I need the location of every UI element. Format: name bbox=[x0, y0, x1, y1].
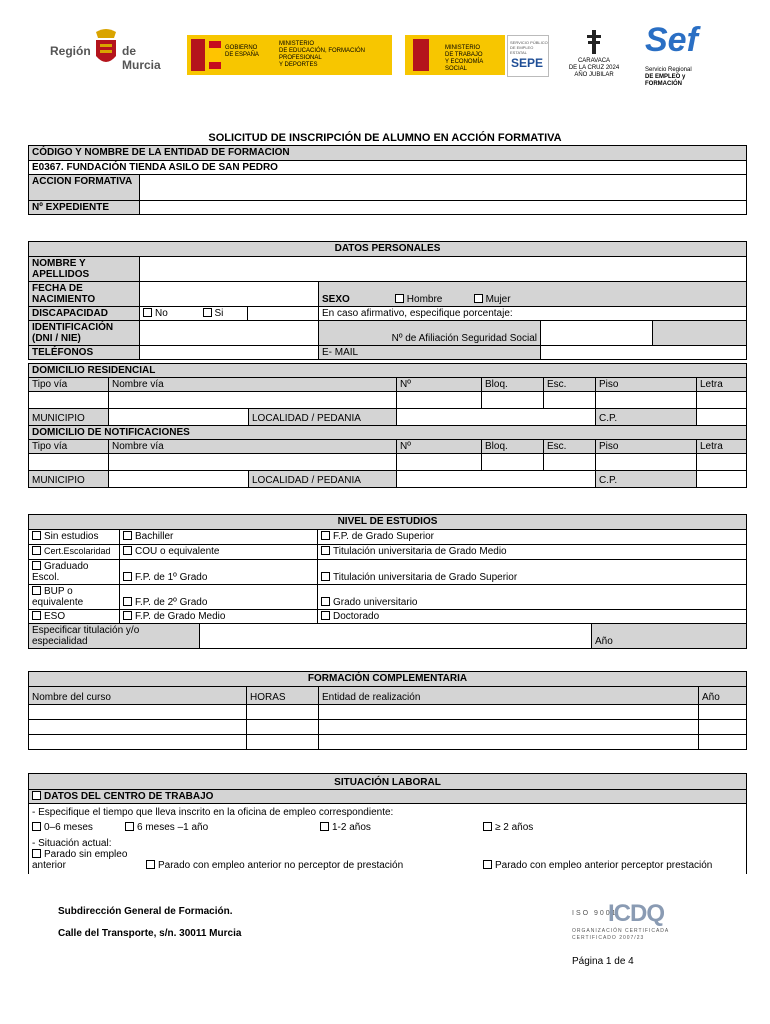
gob1-line-2: DE ESPAÑA bbox=[225, 52, 259, 58]
icdq-text: ICDQ bbox=[608, 900, 664, 927]
discapacidad-no-option[interactable] bbox=[140, 307, 200, 321]
caravaca-line-3: AÑO JUBILAR bbox=[574, 72, 614, 78]
not-bloq-field[interactable] bbox=[482, 454, 544, 471]
tiempo-1-2-label: 1-2 años bbox=[332, 822, 371, 833]
graduado-option[interactable] bbox=[29, 560, 120, 585]
horas-field[interactable] bbox=[247, 735, 319, 750]
not-localidad-label: LOCALIDAD / PEDANIA bbox=[249, 471, 397, 488]
expediente-input[interactable] bbox=[143, 202, 743, 213]
cou-checkbox[interactable] bbox=[123, 546, 132, 555]
email-input[interactable] bbox=[544, 347, 743, 358]
parado-perceptor-option[interactable] bbox=[483, 860, 712, 871]
fp1-checkbox[interactable] bbox=[123, 572, 132, 581]
mujer-label: Mujer bbox=[485, 294, 511, 305]
complementaria-anio-label: Año bbox=[699, 687, 747, 705]
not-municipio-label: MUNICIPIO bbox=[29, 471, 109, 488]
cert-escolaridad-label: Cert.Escolaridad bbox=[44, 546, 111, 556]
res-bloq-label: Bloq. bbox=[482, 378, 544, 392]
accion-formativa-field[interactable] bbox=[140, 175, 747, 201]
not-bloq-input[interactable] bbox=[485, 455, 540, 466]
not-numero-input[interactable] bbox=[400, 455, 478, 466]
dni-field[interactable] bbox=[140, 321, 319, 346]
region-logo-left-text: Región bbox=[50, 44, 91, 58]
tit-medio-option[interactable] bbox=[318, 545, 747, 560]
anio-field[interactable] bbox=[699, 735, 747, 750]
fp2-label: F.P. de 2º Grado bbox=[135, 597, 208, 608]
especificar-field[interactable] bbox=[200, 624, 592, 649]
sepe-text: SEPE bbox=[511, 56, 544, 70]
gobierno-educacion-logo bbox=[187, 35, 392, 75]
centro-trabajo-option[interactable] bbox=[29, 790, 747, 804]
gob1-ministry-line-1: MINISTERIO bbox=[279, 41, 315, 47]
centro-trabajo-label: DATOS DEL CENTRO DE TRABAJO bbox=[44, 791, 214, 802]
sexo-cell bbox=[319, 282, 747, 307]
parado-perceptor-label: Parado con empleo anterior perceptor prestación bbox=[495, 860, 713, 871]
res-numero-label: Nº bbox=[397, 378, 482, 392]
not-letra-input[interactable] bbox=[700, 455, 743, 466]
footer-subdireccion: Subdirección General de Formación. bbox=[58, 906, 233, 917]
curso-field[interactable] bbox=[29, 720, 247, 735]
not-cp-input[interactable] bbox=[700, 472, 743, 483]
curso-field[interactable] bbox=[29, 705, 247, 720]
res-letra-label: Letra bbox=[697, 378, 747, 392]
discapacidad-no-checkbox[interactable] bbox=[143, 308, 152, 317]
res-municipio-label: MUNICIPIO bbox=[29, 409, 109, 426]
caravaca-line-2: DE LA CRUZ 2024 bbox=[568, 65, 620, 71]
not-tipo-via-input[interactable] bbox=[32, 455, 105, 466]
graduado-label: Graduado Escol. bbox=[32, 561, 89, 583]
entidad-realizacion-label: Entidad de realización bbox=[319, 687, 699, 705]
entidad-field[interactable] bbox=[319, 720, 699, 735]
horas-field[interactable] bbox=[247, 720, 319, 735]
bachiller-checkbox[interactable] bbox=[123, 531, 132, 540]
not-numero-field[interactable] bbox=[397, 454, 482, 471]
not-nombre-via-field[interactable] bbox=[109, 454, 397, 471]
nombre-field[interactable] bbox=[140, 257, 747, 282]
tit-superior-checkbox[interactable] bbox=[321, 572, 330, 581]
afiliacion-spacer bbox=[653, 321, 747, 346]
eso-label: ESO bbox=[44, 611, 66, 622]
horas-label: HORAS bbox=[247, 687, 319, 705]
not-numero-label: Nº bbox=[397, 440, 482, 454]
res-piso-field[interactable] bbox=[596, 392, 697, 409]
res-cp-label: C.P. bbox=[596, 409, 697, 426]
res-letra-field[interactable] bbox=[697, 392, 747, 409]
sepe-small-line-1: SERVICIO PÚBLICO bbox=[510, 40, 548, 45]
not-cp-label: C.P. bbox=[596, 471, 697, 488]
hombre-option[interactable] bbox=[395, 294, 471, 305]
horas-input-3[interactable] bbox=[250, 736, 315, 747]
res-nombre-via-label: Nombre vía bbox=[109, 378, 397, 392]
accion-formativa-input[interactable] bbox=[143, 176, 743, 187]
tiempo-1-2-checkbox[interactable] bbox=[320, 822, 329, 831]
not-tipo-via-label: Tipo vía bbox=[29, 440, 109, 454]
dni-label: IDENTIFICACIÓN (DNI / NIE) bbox=[29, 321, 140, 346]
region-murcia-logo bbox=[50, 38, 175, 78]
not-letra-field[interactable] bbox=[697, 454, 747, 471]
res-numero-field[interactable] bbox=[397, 392, 482, 409]
page-number: Página 1 de 4 bbox=[572, 956, 634, 967]
parado-sin-checkbox[interactable] bbox=[32, 849, 41, 858]
tit-superior-label: Titulación universitaria de Grado Superior bbox=[333, 572, 518, 583]
porcentaje-label: En caso afirmativo, especifique porcentaje: bbox=[319, 307, 747, 321]
entidad-field[interactable] bbox=[319, 735, 699, 750]
not-localidad-field[interactable] bbox=[397, 471, 596, 488]
res-localidad-label: LOCALIDAD / PEDANIA bbox=[249, 409, 397, 426]
tiempo-2-plus-option[interactable] bbox=[483, 822, 533, 833]
parado-perceptor-checkbox[interactable] bbox=[483, 860, 492, 869]
cou-label: COU o equivalente bbox=[135, 546, 220, 557]
icdq-logo bbox=[570, 900, 670, 946]
not-bloq-label: Bloq. bbox=[482, 440, 544, 454]
discapacidad-spacer bbox=[248, 307, 319, 321]
spain-crest-icon-2 bbox=[413, 39, 429, 71]
estudios-anio-label: Año bbox=[592, 624, 747, 649]
res-municipio-input[interactable] bbox=[112, 410, 245, 421]
curso-input-2[interactable] bbox=[32, 721, 243, 732]
grado-univ-option[interactable] bbox=[318, 585, 747, 610]
anio-input-1[interactable] bbox=[702, 706, 743, 717]
hombre-label: Hombre bbox=[406, 294, 443, 305]
sef-sub-line-1: Servicio Regional bbox=[645, 67, 692, 73]
complementaria-row-1 bbox=[29, 705, 747, 720]
cert-escolaridad-option[interactable] bbox=[29, 545, 120, 560]
cou-option[interactable] bbox=[120, 545, 318, 560]
nombre-input[interactable] bbox=[143, 258, 743, 269]
res-letra-input[interactable] bbox=[700, 393, 743, 404]
page-title: SOLICITUD DE INSCRIPCIÓN DE ALUMNO EN ACCIÓN FORMATIVA bbox=[208, 132, 562, 144]
res-nombre-via-field[interactable] bbox=[109, 392, 397, 409]
res-bloq-input[interactable] bbox=[485, 393, 540, 404]
caravaca-cross-icon bbox=[585, 30, 603, 54]
tiempo-0-6-checkbox[interactable] bbox=[32, 822, 41, 831]
bachiller-option[interactable] bbox=[120, 530, 318, 545]
bachiller-label: Bachiller bbox=[135, 531, 174, 542]
nivel-estudios-header: NIVEL DE ESTUDIOS bbox=[29, 515, 747, 530]
gob1-line-1: GOBIERNO bbox=[225, 45, 258, 51]
sepe-logo bbox=[507, 35, 549, 77]
afiliacion-label: Nº de Afiliación Seguridad Social bbox=[319, 321, 541, 346]
not-esc-label: Esc. bbox=[544, 440, 596, 454]
doctorado-label: Doctorado bbox=[333, 611, 380, 622]
res-piso-input[interactable] bbox=[599, 393, 693, 404]
spain-crest-icon bbox=[191, 39, 205, 71]
situacion-actual-cell bbox=[29, 835, 747, 874]
grado-univ-label: Grado universitario bbox=[333, 597, 418, 608]
sef-text: Sef bbox=[645, 21, 698, 59]
tit-medio-label: Titulación universitaria de Grado Medio bbox=[333, 546, 507, 557]
discapacidad-si-checkbox[interactable] bbox=[203, 308, 212, 317]
entidad-input-1[interactable] bbox=[322, 706, 695, 717]
horas-input-2[interactable] bbox=[250, 721, 315, 732]
sin-estudios-label: Sin estudios bbox=[44, 531, 99, 542]
fp1-label: F.P. de 1º Grado bbox=[135, 572, 208, 583]
cert-escolaridad-checkbox[interactable] bbox=[32, 546, 41, 555]
expediente-label: Nº EXPEDIENTE bbox=[29, 201, 140, 215]
caravaca-logo bbox=[568, 30, 620, 84]
tiempo-1-2-option[interactable] bbox=[320, 822, 371, 833]
footer-calle: Calle del Transporte, s/n. 30011 Murcia bbox=[58, 928, 242, 939]
tiempo-6-12-option[interactable] bbox=[125, 822, 208, 833]
especificar-label: Especificar titulación y/o especialidad bbox=[29, 624, 200, 649]
parado-no-perceptor-label: Parado con empleo anterior no perceptor de prestación bbox=[158, 860, 404, 871]
afiliacion-field[interactable] bbox=[541, 321, 653, 346]
eso-checkbox[interactable] bbox=[32, 611, 41, 620]
entidad-header: CÓDIGO Y NOMBRE DE LA ENTIDAD DE FORMACION bbox=[29, 146, 747, 161]
anio-input-2[interactable] bbox=[702, 721, 743, 732]
complementaria-row-3 bbox=[29, 735, 747, 750]
centro-trabajo-checkbox[interactable] bbox=[32, 791, 41, 800]
res-cp-field[interactable] bbox=[697, 409, 747, 426]
grado-univ-checkbox[interactable] bbox=[321, 597, 330, 606]
datos-personales-header: DATOS PERSONALES bbox=[29, 242, 747, 257]
fecha-nacimiento-input[interactable] bbox=[143, 283, 315, 294]
gob1-ministry-line-3: Y DEPORTES bbox=[279, 62, 318, 68]
not-letra-label: Letra bbox=[697, 440, 747, 454]
not-piso-input[interactable] bbox=[599, 455, 693, 466]
entidad-table bbox=[28, 145, 747, 215]
not-cp-field[interactable] bbox=[697, 471, 747, 488]
sin-estudios-option[interactable] bbox=[29, 530, 120, 545]
iso-sub-line-2: CERTIFICADO 2007/23 bbox=[572, 935, 645, 941]
domicilio-notificaciones-header: DOMICILIO DE NOTIFICACIONES bbox=[29, 426, 747, 440]
res-cp-input[interactable] bbox=[700, 410, 743, 421]
header-logos bbox=[0, 20, 770, 90]
res-esc-input[interactable] bbox=[547, 393, 592, 404]
formacion-complementaria-table bbox=[28, 671, 747, 750]
telefonos-input[interactable] bbox=[143, 347, 315, 358]
fp-medio-checkbox[interactable] bbox=[123, 611, 132, 620]
parado-no-perceptor-option[interactable] bbox=[146, 860, 403, 871]
spain-flag-icon bbox=[209, 41, 221, 69]
not-nombre-via-label: Nombre vía bbox=[109, 440, 397, 454]
especificar-input[interactable] bbox=[203, 625, 588, 636]
not-esc-input[interactable] bbox=[547, 455, 592, 466]
nombre-label: NOMBRE Y APELLIDOS bbox=[29, 257, 140, 282]
not-tipo-via-field[interactable] bbox=[29, 454, 109, 471]
murcia-crest-icon bbox=[90, 28, 122, 70]
res-esc-label: Esc. bbox=[544, 378, 596, 392]
iso-text: ISO 9001 bbox=[572, 910, 618, 917]
mujer-option[interactable] bbox=[474, 294, 511, 305]
eso-option[interactable] bbox=[29, 610, 120, 624]
tiempo-6-12-checkbox[interactable] bbox=[125, 822, 134, 831]
not-piso-label: Piso bbox=[596, 440, 697, 454]
entidad-input-2[interactable] bbox=[322, 721, 695, 732]
res-bloq-field[interactable] bbox=[482, 392, 544, 409]
entidad-value: E0367. FUNDACIÓN TIENDA ASILO DE SAN PEDRO bbox=[29, 161, 747, 175]
bup-option[interactable] bbox=[29, 585, 120, 610]
parado-sin-label: Parado sin empleo anterior bbox=[32, 849, 128, 871]
not-municipio-input[interactable] bbox=[112, 472, 245, 483]
telefonos-field[interactable] bbox=[140, 346, 319, 360]
caravaca-line-1: CARAVACA bbox=[577, 58, 611, 64]
domicilio-table bbox=[28, 363, 747, 488]
fecha-nacimiento-label: FECHA DE NACIMIENTO bbox=[29, 282, 140, 307]
curso-input-3[interactable] bbox=[32, 736, 243, 747]
curso-label: Nombre del curso bbox=[29, 687, 247, 705]
tiempo-0-6-option[interactable] bbox=[32, 822, 93, 833]
bup-checkbox[interactable] bbox=[32, 586, 41, 595]
res-tipo-via-field[interactable] bbox=[29, 392, 109, 409]
anio-input-3[interactable] bbox=[702, 736, 743, 747]
tiempo-2-plus-label: ≥ 2 años bbox=[495, 822, 534, 833]
expediente-field[interactable] bbox=[140, 201, 747, 215]
curso-input-1[interactable] bbox=[32, 706, 243, 717]
discapacidad-label: DISCAPACIDAD bbox=[29, 307, 140, 321]
res-piso-label: Piso bbox=[596, 378, 697, 392]
discapacidad-no-label: No bbox=[155, 308, 168, 319]
doctorado-checkbox[interactable] bbox=[321, 611, 330, 620]
tiempo-0-6-label: 0–6 meses bbox=[44, 822, 93, 833]
situacion-laboral-table bbox=[28, 773, 747, 874]
fp-superior-checkbox[interactable] bbox=[321, 531, 330, 540]
email-field[interactable] bbox=[541, 346, 747, 360]
tiempo-2-plus-checkbox[interactable] bbox=[483, 822, 492, 831]
anio-field[interactable] bbox=[699, 705, 747, 720]
doctorado-option[interactable] bbox=[318, 610, 747, 624]
nivel-estudios-table bbox=[28, 514, 747, 649]
sef-logo bbox=[643, 21, 723, 87]
res-localidad-field[interactable] bbox=[397, 409, 596, 426]
curso-field[interactable] bbox=[29, 735, 247, 750]
fp-medio-option[interactable] bbox=[120, 610, 318, 624]
parado-no-perceptor-checkbox[interactable] bbox=[146, 860, 155, 869]
sexo-label: SEXO bbox=[322, 294, 350, 305]
res-localidad-input[interactable] bbox=[400, 410, 592, 421]
tit-superior-option[interactable] bbox=[318, 560, 747, 585]
fp-superior-label: F.P. de Grado Superior bbox=[333, 531, 434, 542]
discapacidad-si-option[interactable] bbox=[200, 307, 248, 321]
horas-field[interactable] bbox=[247, 705, 319, 720]
fp2-checkbox[interactable] bbox=[123, 597, 132, 606]
res-municipio-field[interactable] bbox=[109, 409, 249, 426]
iso-sub-line-1: ORGANIZACIÓN CERTIFICADA bbox=[572, 928, 670, 934]
gob2-ministry-line-1: MINISTERIO bbox=[445, 45, 481, 51]
fecha-nacimiento-field[interactable] bbox=[140, 282, 319, 307]
gob2-ministry-line-2: DE TRABAJO bbox=[445, 52, 483, 58]
not-nombre-via-input[interactable] bbox=[112, 455, 393, 466]
gobierno-trabajo-logo bbox=[405, 35, 505, 75]
afiliacion-input[interactable] bbox=[544, 322, 649, 333]
situacion-laboral-header: SITUACIÓN LABORAL bbox=[29, 774, 747, 790]
accion-formativa-label: ACCION FORMATIVA bbox=[29, 175, 140, 201]
entidad-input-3[interactable] bbox=[322, 736, 695, 747]
tit-medio-checkbox[interactable] bbox=[321, 546, 330, 555]
fp1-option[interactable] bbox=[120, 560, 318, 585]
situacion-actual-label: - Situación actual: bbox=[32, 838, 112, 849]
tiempo-inscrito-label: - Especifique el tiempo que lleva inscrito en la oficina de empleo correspondiente: bbox=[32, 807, 394, 818]
hombre-checkbox[interactable] bbox=[395, 294, 404, 303]
fp-superior-option[interactable] bbox=[318, 530, 747, 545]
gob2-ministry-line-3: Y ECONOMÍA SOCIAL bbox=[445, 59, 483, 72]
fp2-option[interactable] bbox=[120, 585, 318, 610]
tiempo-inscrito-cell bbox=[29, 804, 747, 836]
res-tipo-via-input[interactable] bbox=[32, 393, 105, 404]
discapacidad-si-label: Si bbox=[214, 308, 224, 319]
region-logo-right-text: de Murcia bbox=[122, 44, 161, 72]
horas-input-1[interactable] bbox=[250, 706, 315, 717]
not-localidad-input[interactable] bbox=[400, 472, 592, 483]
formacion-complementaria-header: FORMACIÓN COMPLEMENTARIA bbox=[29, 672, 747, 687]
not-municipio-field[interactable] bbox=[109, 471, 249, 488]
telefonos-label: TELÉFONOS bbox=[29, 346, 140, 360]
anio-field[interactable] bbox=[699, 720, 747, 735]
graduado-checkbox[interactable] bbox=[32, 561, 41, 570]
fp-medio-label: F.P. de Grado Medio bbox=[135, 611, 226, 622]
complementaria-row-2 bbox=[29, 720, 747, 735]
gob1-ministry-line-2: DE EDUCACIÓN, FORMACIÓN PROFESIONAL bbox=[279, 48, 366, 61]
res-nombre-via-input[interactable] bbox=[112, 393, 393, 404]
res-numero-input[interactable] bbox=[400, 393, 478, 404]
email-label: E- MAIL bbox=[319, 346, 541, 360]
domicilio-residencial-header: DOMICILIO RESIDENCIAL bbox=[29, 364, 747, 378]
mujer-checkbox[interactable] bbox=[474, 294, 483, 303]
res-esc-field[interactable] bbox=[544, 392, 596, 409]
res-tipo-via-label: Tipo vía bbox=[29, 378, 109, 392]
sin-estudios-checkbox[interactable] bbox=[32, 531, 41, 540]
not-esc-field[interactable] bbox=[544, 454, 596, 471]
dni-input[interactable] bbox=[143, 322, 315, 333]
bup-label: BUP o equivalente bbox=[32, 586, 84, 608]
parado-sin-option[interactable] bbox=[32, 849, 137, 871]
sef-sub-line-2: DE EMPLEO y FORMACIÓN bbox=[645, 74, 686, 87]
entidad-field[interactable] bbox=[319, 705, 699, 720]
tiempo-6-12-label: 6 meses –1 año bbox=[137, 822, 209, 833]
datos-personales-table bbox=[28, 241, 747, 360]
not-piso-field[interactable] bbox=[596, 454, 697, 471]
sepe-small-line-2: DE EMPLEO ESTATAL bbox=[510, 45, 534, 55]
